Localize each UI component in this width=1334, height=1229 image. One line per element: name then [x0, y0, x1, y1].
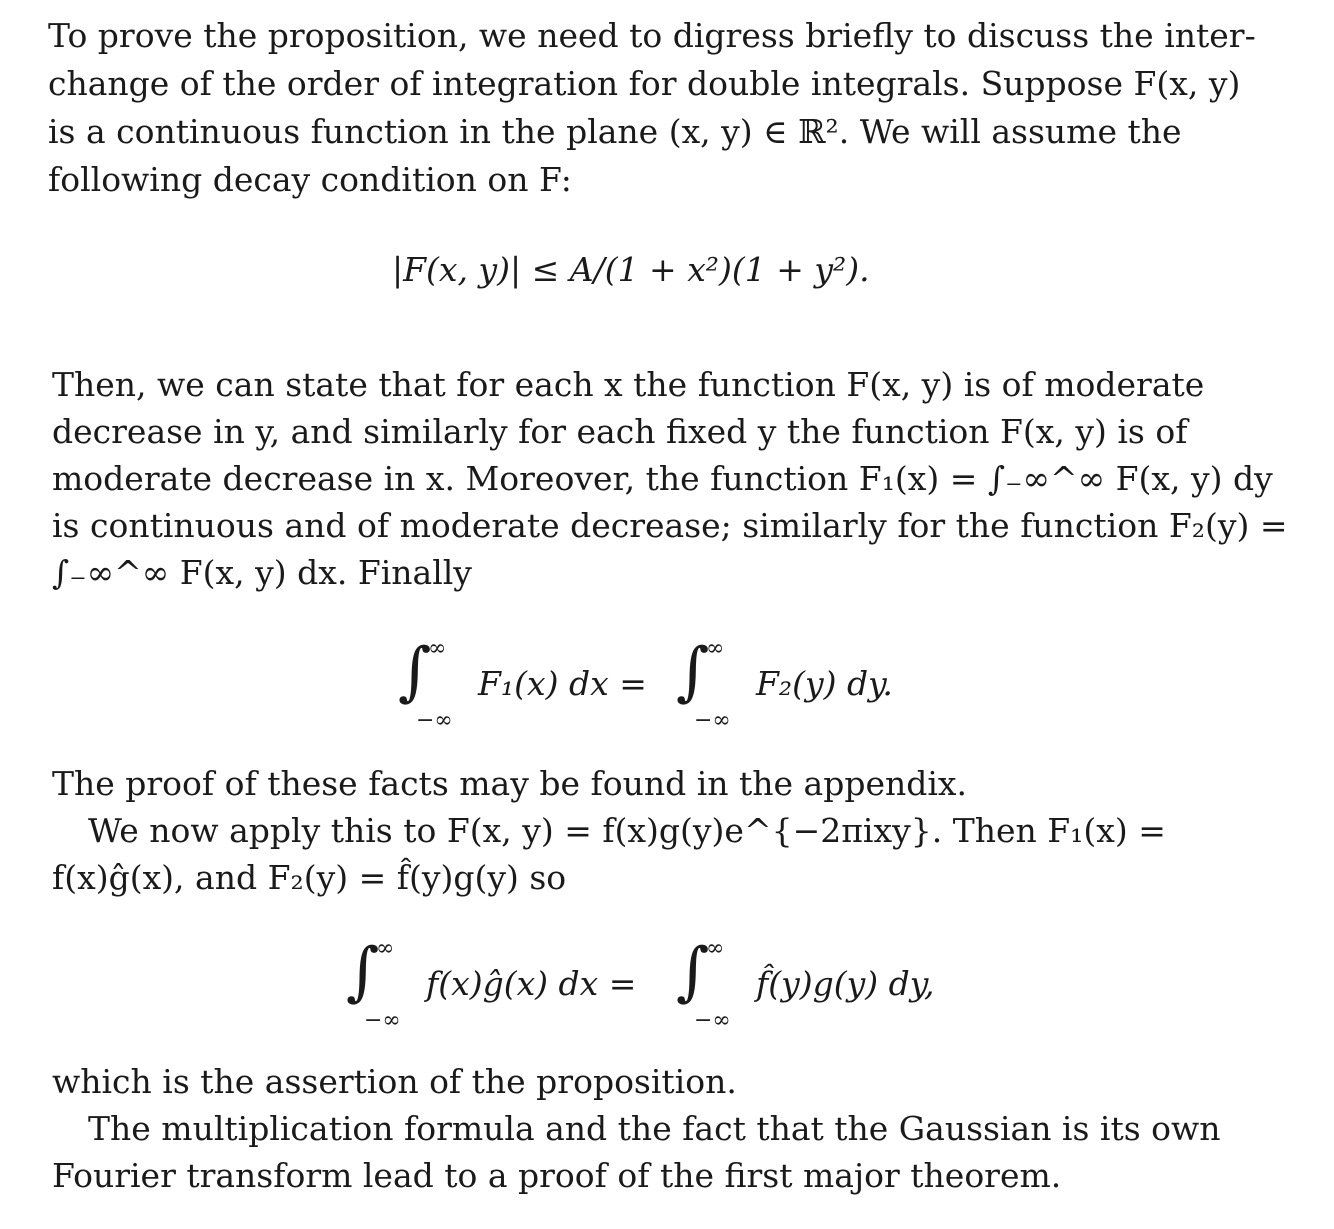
paragraph-4-line-3: Fourier transform lead to a proof of the first major theorem. — [52, 1156, 1062, 1195]
integral-lower-limit: −∞ — [416, 708, 453, 733]
integral-upper-limit: ∞ — [706, 636, 725, 661]
integral-lower-limit: −∞ — [364, 1008, 401, 1033]
integral-upper-limit: ∞ — [428, 636, 447, 661]
integral-sign-right: ∫ ∞ −∞ — [676, 935, 731, 1033]
right-integrand: f̂(y)g(y) dy, — [756, 964, 935, 1003]
paragraph-3-line-2: We now apply this to F(x, y) = f(x)g(y)e^{−2πixy}. Then F₁(x) = — [88, 811, 1166, 850]
integral-sign-left: ∫ ∞ −∞ — [398, 635, 453, 733]
paragraph-2-line-5: ∫₋∞^∞ F(x, y) dx. Finally — [52, 553, 472, 592]
integral-lower-limit: −∞ — [694, 1008, 731, 1033]
integral-upper-limit: ∞ — [706, 936, 725, 961]
paragraph-1-line-3: is a continuous function in the plane (x, y) ∈ ℝ². We will assume the — [48, 112, 1182, 151]
paragraph-2-line-1: Then, we can state that for each x the function F(x, y) is of moderate — [52, 365, 1205, 404]
right-integrand: F₂(y) dy. — [756, 664, 893, 703]
paragraph-4-line-2: The multiplication formula and the fact that the Gaussian is its own — [88, 1109, 1221, 1148]
paragraph-1-line-1: To prove the proposition, we need to digress briefly to discuss the inter- — [48, 16, 1256, 55]
paragraph-3-line-3: f(x)ĝ(x), and F₂(y) = f̂(y)g(y) so — [52, 858, 567, 897]
integral-lower-limit: −∞ — [694, 708, 731, 733]
paragraph-4-line-1: which is the assertion of the proposition. — [52, 1062, 737, 1101]
integral-sign-left: ∫ ∞ −∞ — [346, 935, 401, 1033]
left-integrand: f(x)ĝ(x) dx = — [426, 964, 637, 1003]
paragraph-2-line-4: is continuous and of moderate decrease; similarly for the function F₂(y) = — [52, 506, 1288, 545]
decay-condition-equation: |F(x, y)| ≤ A/(1 + x²)(1 + y²). — [392, 250, 870, 289]
paragraph-2-line-3: moderate decrease in x. Moreover, the function F₁(x) = ∫₋∞^∞ F(x, y) dy — [52, 459, 1273, 498]
paragraph-2-line-2: decrease in y, and similarly for each fixed y the function F(x, y) is of — [52, 412, 1188, 451]
integral-sign-right: ∫ ∞ −∞ — [676, 635, 731, 733]
integral-upper-limit: ∞ — [376, 936, 395, 961]
paragraph-3-line-1: The proof of these facts may be found in the appendix. — [52, 764, 968, 803]
paragraph-1-line-2: change of the order of integration for double integrals. Suppose F(x, y) — [48, 64, 1241, 103]
paragraph-1-line-4: following decay condition on F: — [48, 160, 572, 199]
left-integrand: F₁(x) dx = — [478, 664, 647, 703]
